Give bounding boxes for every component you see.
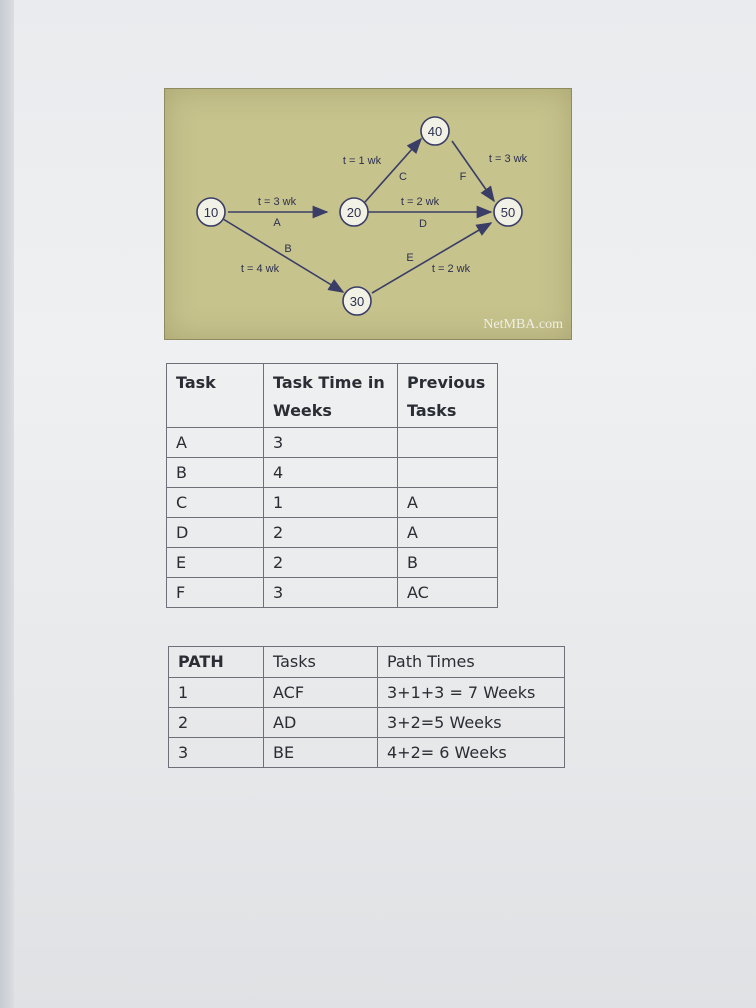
path-time-cell: 4+2= 6 Weeks [378,738,565,768]
previous-cell [398,458,498,488]
task-cell: C [167,488,264,518]
node-40-label: 40 [427,124,443,139]
table-row [169,738,565,768]
tasks-cell: BE [264,738,378,768]
activity-d-name: D [419,218,427,230]
arrow-b [223,219,343,292]
previous-cell: A [398,488,498,518]
path-table-header-row [169,647,565,678]
tasks-cell: ACF [264,678,378,708]
task-cell: D [167,518,264,548]
path-time-cell: 3+1+3 = 7 Weeks [378,678,565,708]
arrow-c [365,139,421,202]
node-50-label: 50 [500,205,516,220]
task-table-header-row [167,364,498,428]
netmba-watermark: NetMBA.com [483,317,563,332]
header-previous-tasks: Previous Tasks [398,364,498,428]
arrow-e [372,223,491,293]
activity-c-time: t = 1 wk [342,155,382,167]
activity-e-name: E [406,252,414,264]
task-table [166,363,498,608]
header-tasks: Tasks [264,647,378,678]
table-row [167,548,498,578]
table-row [169,678,565,708]
activity-b-name: B [284,243,292,255]
header-task-time: Task Time in Weeks [264,364,398,428]
header-path-times: Path Times [378,647,565,678]
table-row [167,488,498,518]
table-row [167,518,498,548]
time-cell: 2 [264,518,398,548]
activity-e-time: t = 2 wk [431,263,471,275]
previous-cell [398,428,498,458]
time-cell: 3 [264,578,398,608]
previous-cell: B [398,548,498,578]
activity-c-name: C [399,171,407,183]
table-row [167,458,498,488]
time-cell: 3 [264,428,398,458]
network-svg [165,89,571,339]
task-cell: E [167,548,264,578]
node-20-label: 20 [346,205,362,220]
arrow-f [452,141,494,201]
node-10-label: 10 [203,205,219,220]
table-row [167,428,498,458]
activity-b-time: t = 4 wk [240,263,280,275]
previous-cell: A [398,518,498,548]
activity-d-time: t = 2 wk [400,196,440,208]
task-cell: A [167,428,264,458]
header-path: PATH [169,647,264,678]
tasks-cell: AD [264,708,378,738]
time-cell: 2 [264,548,398,578]
path-table [168,646,565,768]
node-30-label: 30 [349,294,365,309]
path-cell: 2 [169,708,264,738]
table-row [167,578,498,608]
header-task: Task [167,364,264,428]
activity-f-name: F [459,171,467,183]
time-cell: 1 [264,488,398,518]
table-row [169,708,565,738]
pert-network-diagram [164,88,572,340]
task-cell: B [167,458,264,488]
time-cell: 4 [264,458,398,488]
path-cell: 3 [169,738,264,768]
previous-cell: AC [398,578,498,608]
path-time-cell: 3+2=5 Weeks [378,708,565,738]
activity-a-name: A [273,217,281,229]
task-cell: F [167,578,264,608]
activity-a-time: t = 3 wk [257,196,297,208]
activity-f-time: t = 3 wk [488,153,528,165]
path-cell: 1 [169,678,264,708]
